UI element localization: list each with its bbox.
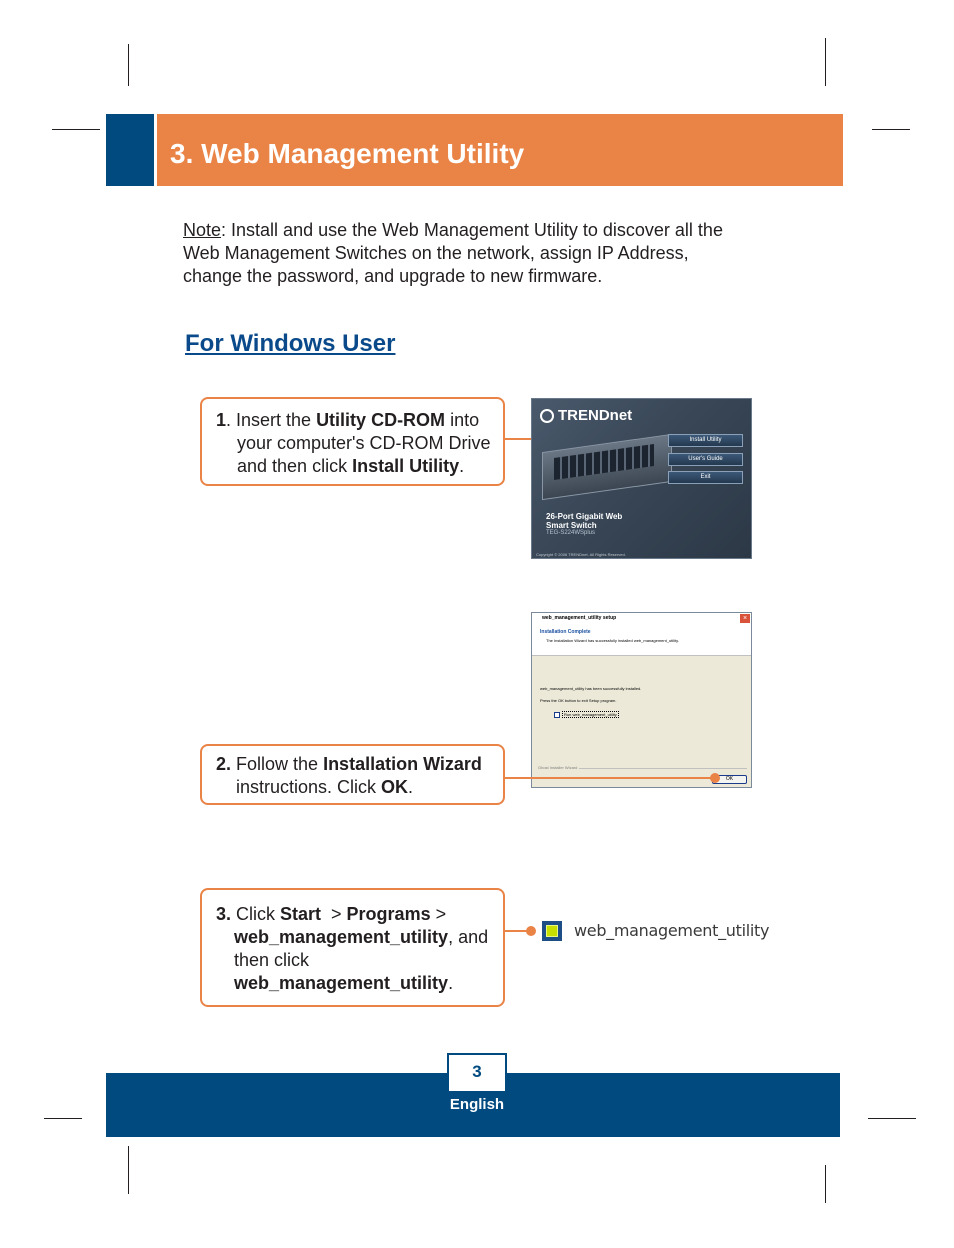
step-2-text: instructions. Click [236,777,382,797]
step-2-box [200,744,505,805]
crop-mark [872,129,910,130]
step-3-line-1 [216,903,503,926]
step-1-number: 1 [216,410,227,430]
step-3-text: , and [448,927,489,947]
step-3-bold: web_management_utility [234,927,449,947]
step-2-text: . [408,777,414,797]
product-title: 26-Port Gigabit Web Smart Switch [546,512,623,530]
step-3-text: Click [231,904,281,924]
step-3-line-4 [216,972,503,995]
step-3-line-3: then click [234,950,310,970]
footer-divider [552,768,747,769]
page-number: 3 [472,1062,482,1081]
crop-mark [825,38,826,86]
exit-button[interactable]: Exit [668,471,743,484]
trendnet-logo-icon [540,409,554,423]
copyright-text: Copyright © 2006 TRENDnet. All Rights Reserved. [536,552,626,557]
installer-screenshot [531,612,752,788]
note-paragraph [183,219,743,288]
step-2-line-2 [216,776,503,799]
users-guide-button[interactable]: User's Guide [668,453,743,466]
close-icon[interactable]: × [740,614,750,623]
connector-dot [526,926,536,936]
step-2-line-1 [216,753,503,776]
crop-mark [44,1118,82,1119]
crop-mark [825,1165,826,1203]
step-1-text: and then click [237,456,353,476]
page-title: 3. Web Management Utility [170,138,525,169]
note-text: : Install and use the Web Management Utility to discover all the Web Management Switches on the network, assign IP Address, change the password, and upgrade to new firmware. [183,220,723,286]
step-3-text: > [321,904,347,924]
cd-autorun-screenshot [531,398,752,559]
step-1-line-3 [216,455,503,478]
wizard-subheading: The Installation Wizard has successfully installed web_management_utility. [546,638,679,643]
step-3-line-2 [216,926,503,949]
wizard-message-2: Press the OK button to exit Setup program. [540,698,617,703]
crop-mark [52,129,100,130]
note-label: Note [183,220,222,240]
step-1-text: into [445,410,480,430]
ok-button[interactable]: OK [712,775,747,784]
step-3-text: > [430,904,447,924]
step-3-box [200,888,505,1007]
run-utility-checkbox[interactable] [554,712,560,718]
header-accent-block [106,114,154,186]
wizard-footer: Ghost Installer Wizard [538,765,578,770]
step-2-bold: OK [381,777,409,797]
step-1-bold: Utility CD-ROM [316,410,446,430]
step-1-text: . [459,456,465,476]
section-heading: For Windows User [185,330,396,357]
step-1-line-1 [216,409,503,432]
wizard-heading: Installation Complete [540,629,591,635]
run-utility-label[interactable]: Run web_management_utility [564,712,617,717]
crop-mark [128,44,129,86]
step-2-bold: Installation Wizard [323,754,482,774]
step-1-box [200,397,505,486]
trendnet-logo: TRENDnet [558,407,633,424]
connector-line [505,777,715,779]
step-3-bold: Start [280,904,322,924]
window-title: web_management_utility setup [542,615,617,621]
app-icon[interactable] [542,921,562,941]
step-3-bold: web_management_utility [234,973,449,993]
install-utility-button[interactable]: Install Utility [668,434,743,447]
step-2-number: 2. [216,754,232,774]
start-menu-item-label[interactable]: web_management_utility [574,921,770,940]
product-model: TEG-S224WSplus [546,530,596,536]
crop-mark [128,1146,129,1194]
step-3-text: . [448,973,454,993]
step-1-bold: Install Utility [352,456,460,476]
step-1-text: . Insert the [226,410,317,430]
wizard-message-1: web_management_utility has been successfully installed. [540,686,642,691]
app-icon-inner [546,925,558,937]
step-3-bold: Programs [346,904,431,924]
step-1-line-2: your computer's CD-ROM Drive [237,433,491,453]
language-label: English [449,1096,505,1113]
crop-mark [868,1118,916,1119]
step-2-text: Follow the [231,754,324,774]
step-3-number: 3. [216,904,232,924]
connector-dot [710,773,720,783]
